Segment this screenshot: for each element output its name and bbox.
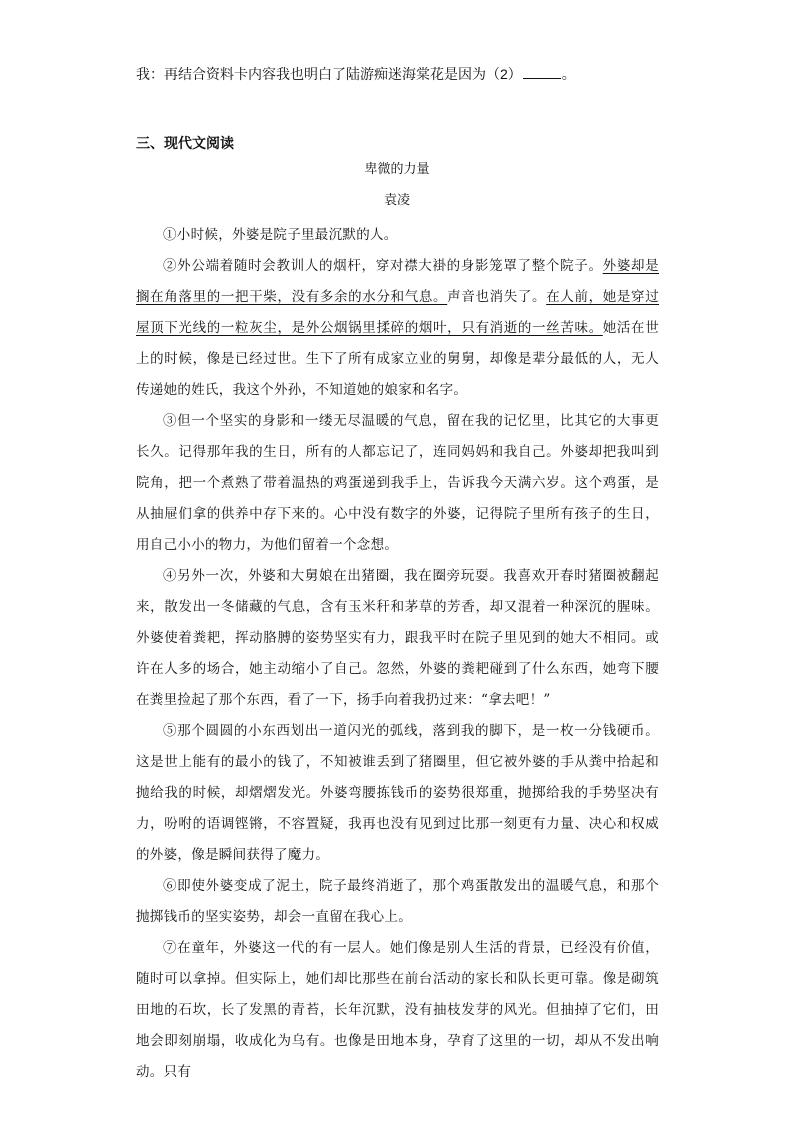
underlined-sentence: 外婆却是搁在角落里的一把干柴，没有多余的水分和气息。 (136, 258, 659, 305)
intro-text-after: 。 (561, 66, 576, 82)
paragraph-text: ④另外一次，外婆和大舅娘在出猪圈，我在圈旁玩耍。我喜欢开春时猪圈被翻起来，散发出一冬储藏的气息，含有玉米秆和茅草的芳香，却又混着一种深沉的腥味。外婆使着粪耙，挥动胳膊的姿势坚实有力，跟我平时在院子里见到的她大不相同。或许在人多的场合，她主动缩小了自己。忽然，外婆的粪耙碰到了什么东西，她弯下腰在粪里捡起了那个东西，看了一下，扬手向着我扔过来：“拿去吧！” (136, 568, 659, 708)
intro-text-before: 我：再结合资料卡内容我也明白了陆游痴迷海棠花是因为（2） (136, 66, 522, 82)
paragraph-text: ⑦在童年，外婆这一代的有一层人。她们像是别人生活的背景，已经没有价值，随时可以拿掉。但实际上，她们却比那些在前台活动的家长和队长更可靠。像是砌筑田地的石坎，长了发黑的青苔，长年沉默，没有抽枝发芽的风光。但抽掉了它们，田地会即刻崩塌，收成化为乌有。也像是田地本身，孕育了这里的一切，却从不发出响动。只有 (136, 940, 659, 1080)
article-body (136, 220, 659, 1088)
article-paragraph (136, 406, 659, 561)
article-title: 卑微的力量 (364, 162, 430, 177)
article-paragraph (136, 561, 659, 716)
underlined-sentence: 在人前，她是穿过屋顶下光线的一粒灰尘，是外公烟锅里揉碎的烟叶，只有消逝的一丝苦味。 (136, 289, 659, 336)
paragraph-text: 声音也消失了。 (447, 289, 547, 305)
paragraph-text: ⑥即使外婆变成了泥土，院子最终消逝了，那个鸡蛋散发出的温暖气息，和那个抛掷钱币的坚实姿势，却会一直留在我心上。 (136, 878, 659, 925)
article-paragraph (136, 251, 659, 406)
section-title: 三、现代文阅读 (136, 135, 234, 151)
paragraph-text: ③但一个坚实的身影和一缕无尽温暖的气息，留在我的记忆里，比其它的大事更长久。记得那年我的生日，所有的人都忘记了，连同妈妈和我自己。外婆却把我叫到院角，把一个煮熟了带着温热的鸡蛋递到我手上，告诉我今天满六岁。这个鸡蛋，是从抽屉们拿的供养中存下来的。心中没有数字的外婆，记得院子里所有孩子的生日，用自己小小的物力，为他们留着一个念想。 (136, 413, 659, 553)
article-paragraph (136, 933, 659, 1088)
answer-blank (523, 64, 561, 79)
article-paragraph (136, 716, 659, 871)
intro-question-line (136, 62, 696, 86)
article-paragraph (136, 220, 659, 251)
paragraph-text: ①小时候，外婆是院子里最沉默的人。 (163, 227, 398, 243)
paragraph-text: 她活在世上的时候，像是已经过世。生下了所有成家立业的舅舅，却像是辈分最低的人，无人传递她的姓氏，我这个外孙，不知道她的娘家和名字。 (136, 320, 659, 398)
article-author: 袁凌 (383, 193, 410, 208)
paragraph-text: ⑤那个圆圆的小东西划出一道闪光的弧线，落到我的脚下，是一枚一分钱硬币。这是世上能有的最小的钱了，不知被谁丢到了猪圈里，但它被外婆的手从粪中拾起和抛给我的时候，却熠熠发光。外婆弯腰拣钱币的姿势很郑重，抛掷给我的手势坚决有力，吩咐的语调铿锵，不容置疑，我再也没有见到过比那一刻更有力量、决心和权威的外婆，像是瞬间获得了魔力。 (136, 723, 659, 863)
paragraph-text: ②外公端着随时会教训人的烟杆，穿对襟大褂的身影笼罩了整个院子。 (163, 258, 603, 274)
article-paragraph (136, 871, 659, 933)
